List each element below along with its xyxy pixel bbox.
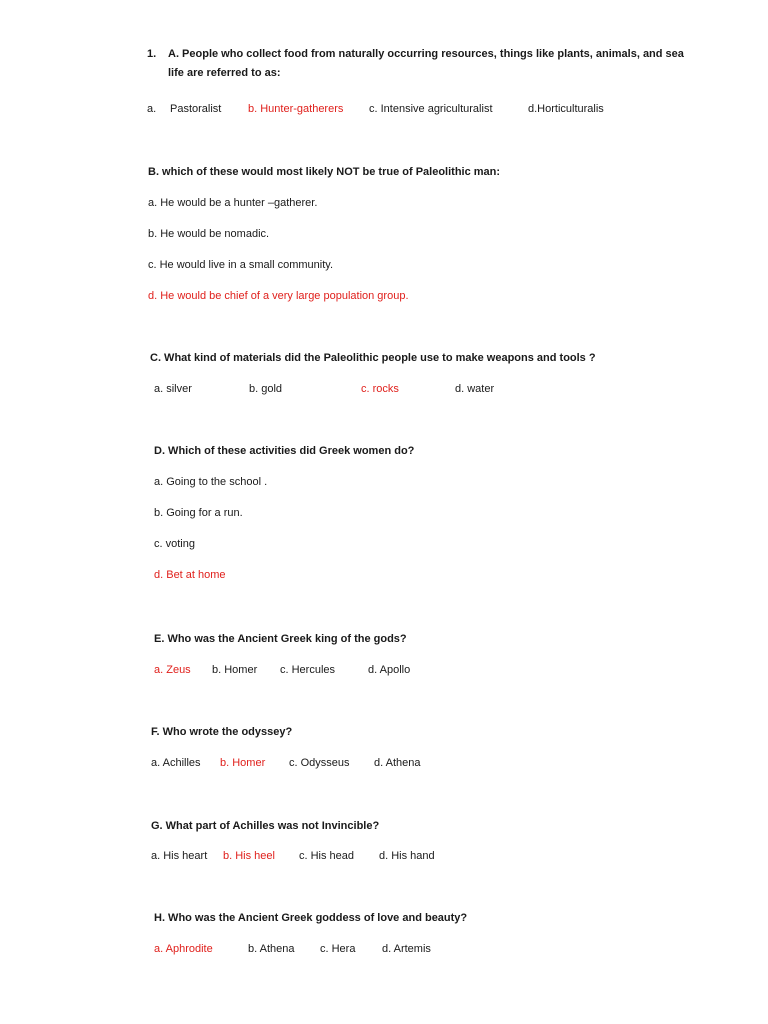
question-a-text: A. People who collect food from naturally occurring resources, things like plants, animals, and sea life are referred to as: <box>168 48 684 79</box>
option-e-a-correct: a. Zeus <box>154 664 191 676</box>
option-horticulturalis: d.Horticulturalis <box>528 103 604 115</box>
option-c-a: a. silver <box>154 383 192 395</box>
question-g-text: G. What part of Achilles was not Invincible? <box>151 820 380 832</box>
option-g-b-correct: b. His heel <box>223 850 275 862</box>
question-e-text: E. Who was the Ancient Greek king of the gods? <box>154 633 407 645</box>
option-pastoralist: Pastoralist <box>170 103 222 115</box>
option-b-d-correct: d. He would be chief of a very large population group. <box>148 290 409 302</box>
option-g-a: a. His heart <box>151 850 208 862</box>
option-f-b-correct: b. Homer <box>220 757 266 769</box>
option-e-d: d. Apollo <box>368 664 411 676</box>
question-number: 1. <box>147 48 157 60</box>
option-e-b: b. Homer <box>212 664 258 676</box>
option-intensive-agriculturalist: c. Intensive agriculturalist <box>369 103 493 115</box>
option-f-c: c. Odysseus <box>289 757 350 769</box>
option-c-d: d. water <box>455 383 495 395</box>
option-g-c: c. His head <box>299 850 355 862</box>
option-c-b: b. gold <box>249 383 283 395</box>
question-d-text: D. Which of these activities did Greek women do? <box>154 445 415 457</box>
option-h-a-correct: a. Aphrodite <box>154 943 213 955</box>
option-f-a: a. Achilles <box>151 757 201 769</box>
option-h-d: d. Artemis <box>382 943 431 955</box>
question-f-text: F. Who wrote the odyssey? <box>151 726 293 738</box>
option-g-d: d. His hand <box>379 850 435 862</box>
question-h-text: H. Who was the Ancient Greek goddess of love and beauty? <box>154 912 468 924</box>
option-h-b: b. Athena <box>248 943 295 955</box>
option-hunter-gatherers-correct: b. Hunter-gatherers <box>248 103 344 115</box>
question-c-text: C. What kind of materials did the Paleolithic people use to make weapons and tools ? <box>150 352 596 364</box>
option-h-c: c. Hera <box>320 943 356 955</box>
option-b-b: b. He would be nomadic. <box>148 228 270 240</box>
option-b-a: a. He would be a hunter –gatherer. <box>148 197 318 209</box>
option-c-c-correct: c. rocks <box>361 383 399 395</box>
option-b-c: c. He would live in a small community. <box>148 259 334 271</box>
option-d-a: a. Going to the school . <box>154 476 268 488</box>
option-d-b: b. Going for a run. <box>154 507 243 519</box>
option-d-d-correct: d. Bet at home <box>154 569 226 581</box>
option-label: a. <box>147 103 157 115</box>
question-b-text: B. which of these would most likely NOT be true of Paleolithic man: <box>148 166 501 178</box>
option-d-c: c. voting <box>154 538 195 550</box>
option-f-d: d. Athena <box>374 757 421 769</box>
option-e-c: c. Hercules <box>280 664 336 676</box>
